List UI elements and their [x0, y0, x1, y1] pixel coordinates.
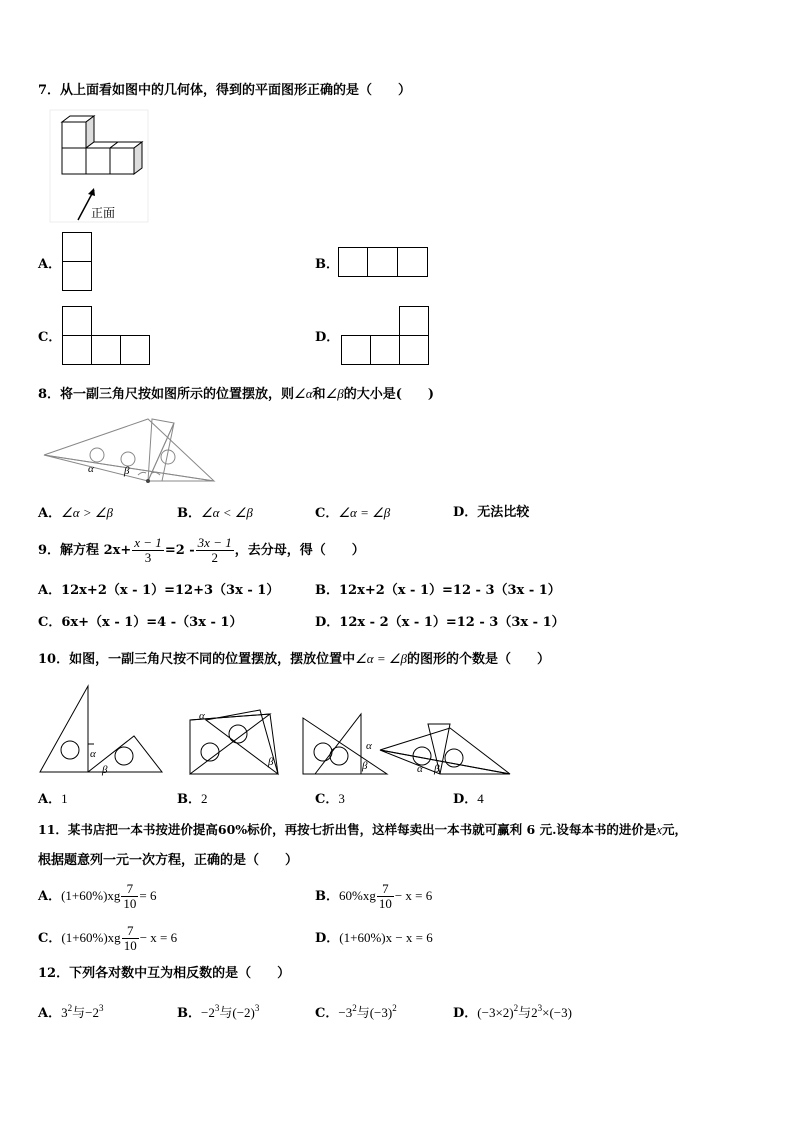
q9-option-d[interactable]: D．12x - 2（x - 1）=12 - 3（3x - 1） — [315, 615, 565, 630]
q10-fig2-beta: β — [268, 756, 274, 768]
q7-option-a-figure[interactable] — [62, 232, 94, 292]
q8-triangle-figure — [42, 415, 217, 487]
q8-option-a[interactable]: A．∠α > ∠β — [38, 505, 113, 521]
q7-option-c-letter[interactable]: C． — [38, 330, 62, 345]
q11-stem-line2: 根据题意列一元一次方程，正确的是（ ） — [38, 853, 299, 868]
q7-option-b-figure[interactable] — [338, 247, 430, 279]
q7-front-label: 正面 — [91, 206, 116, 220]
q12-option-a[interactable]: A．$3^2$与$-2^3$ — [38, 1003, 104, 1021]
q12-option-d[interactable]: D．$(-3\times 2)^2$与$2^3\times(-3)$ — [453, 1003, 572, 1021]
q9-option-b[interactable]: B．12x+2（x - 1）=12 - 3（3x - 1） — [315, 583, 561, 598]
q12-option-c[interactable]: C．$-3^2$与$(-3)^2$ — [315, 1003, 397, 1021]
q10-option-b[interactable]: B．2 — [177, 791, 208, 807]
q8-option-c[interactable]: C．∠α = ∠β — [315, 505, 391, 521]
q10-fig4-beta: β — [434, 763, 440, 775]
q8-stem: 8．将一副三角尺按如图所示的位置摆放，则∠α和∠β的大小是( ) — [38, 386, 434, 402]
q7-option-d-figure[interactable] — [341, 306, 431, 366]
q11-option-c[interactable]: C．(1+60%)xg $\frac{7}{10}$ − x = 6 — [38, 923, 178, 953]
q11-option-a[interactable]: A．(1+60%)xg $\frac{7}{10}$ = 6 — [38, 881, 157, 911]
q10-fig3-beta: β — [362, 760, 368, 772]
q10-figure-4 — [378, 722, 514, 776]
q10-fig2-alpha: α — [199, 710, 205, 722]
q8-fig-beta: β — [124, 465, 130, 477]
q11-option-d[interactable]: D．(1+60%)x − x = 6 — [315, 930, 433, 946]
q7-option-d-letter[interactable]: D． — [315, 330, 340, 345]
q9-stem: 9．解方程 2x+ $\frac{x - 1}{3}$ =2 - $\frac{3x - 1}{2}$ ，去分母，得（ ） — [38, 535, 365, 565]
q8-fig-alpha: α — [88, 463, 94, 475]
q9-option-a[interactable]: A．12x+2（x - 1）=12+3（3x - 1） — [38, 583, 280, 598]
q8-option-d[interactable]: D．无法比较 — [453, 505, 530, 520]
q10-option-a[interactable]: A．1 — [38, 791, 68, 807]
q11-stem-line1: 11．某书店把一本书按进价提高60%标价，再按七折出售，这样每卖出一本书就可赢利 6 元.设每本书的进价是x元， — [38, 822, 688, 837]
q9-option-c[interactable]: C．6x+（x - 1）=4 -（3x - 1） — [38, 615, 243, 630]
q10-option-c[interactable]: C．3 — [315, 791, 345, 807]
q7-option-b-letter[interactable]: B． — [315, 257, 339, 272]
q10-option-d[interactable]: D．4 — [453, 791, 484, 807]
q12-stem: 12．下列各对数中互为相反数的是（ ） — [38, 966, 291, 981]
q10-stem: 10．如图，一副三角尺按不同的位置摆放，摆放位置中∠α = ∠β的图形的个数是（ ） — [38, 651, 550, 667]
q11-option-b[interactable]: B．60%xg $\frac{7}{10}$ − x = 6 — [315, 881, 433, 911]
q8-option-b[interactable]: B．∠α < ∠β — [177, 505, 253, 521]
q7-option-a-letter[interactable]: A． — [38, 257, 62, 272]
q10-fig3-alpha: α — [366, 740, 372, 752]
q10-fig1-beta: β — [102, 764, 108, 776]
q12-option-b[interactable]: B．$-2^3$与$(-2)^3$ — [177, 1003, 260, 1021]
q10-fig4-alpha: α — [417, 763, 423, 775]
q7-option-c-figure[interactable] — [62, 306, 152, 366]
q7-stem: 7．从上面看如图中的几何体，得到的平面图形正确的是（ ） — [38, 83, 412, 98]
q9-fraction-2: $\frac{3x - 1}{2}$ — [197, 535, 232, 565]
q9-fraction-1: $\frac{x - 1}{3}$ — [134, 535, 162, 565]
q10-fig1-alpha: α — [90, 748, 96, 760]
